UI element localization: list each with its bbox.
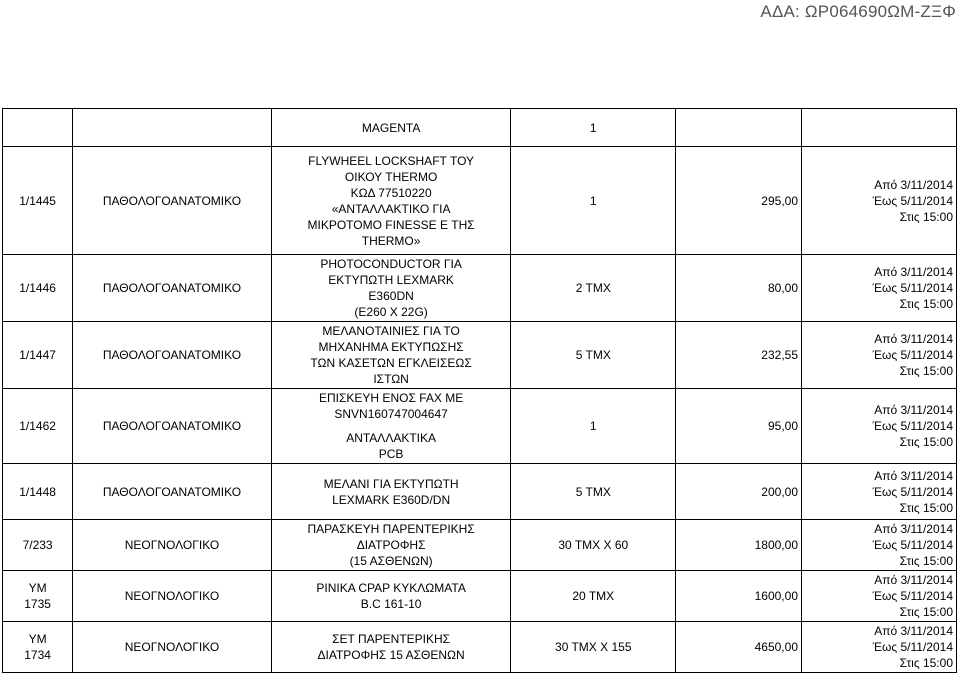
description-line: LEXMARK E360D/DN: [332, 492, 451, 507]
id-line: 1/1447: [19, 348, 56, 362]
cell-description: [271, 571, 511, 622]
cell-deadline: [802, 571, 957, 622]
deadline-line: Έως 5/11/2014: [872, 538, 953, 552]
deadline-line: Έως 5/11/2014: [872, 589, 953, 603]
description-line: ΜΙΚΡΟΤΟΜΟ FINESSE E ΤΗΣ: [307, 217, 475, 232]
deadline-line: Από 3/11/2014: [874, 177, 953, 192]
deadline-line: Από 3/11/2014: [874, 573, 953, 587]
deadline-line: Από 3/11/2014: [874, 624, 953, 638]
deadline-line: Στις 15:00: [899, 209, 953, 224]
table-row: [3, 147, 957, 255]
cell-price: 4650,00: [676, 622, 802, 673]
description-line: SNVN160747004647: [334, 407, 448, 421]
cell-department: [73, 109, 272, 147]
table-row: [3, 322, 957, 389]
description-line: «ΑΝΤΑΛΛΑΚΤΙΚΟ ΓΙΑ: [331, 201, 451, 216]
table-row: [3, 520, 957, 571]
deadline-line: Έως 5/11/2014: [872, 281, 953, 295]
cell-deadline: [802, 464, 957, 520]
id-line: ΥΜ: [28, 632, 47, 646]
cell-deadline: [802, 520, 957, 571]
description-line: PCB: [378, 447, 404, 461]
id-line: 1/1445: [19, 193, 56, 208]
description-line: B.C 161-10: [360, 597, 422, 611]
cell-id: [3, 322, 73, 389]
table-row: [3, 109, 957, 147]
cell-description: [271, 255, 511, 322]
cell-quantity: 2 ΤΜΧ: [511, 255, 676, 322]
cell-price: 1600,00: [676, 571, 802, 622]
cell-deadline: [802, 389, 957, 464]
deadline-line: Στις 15:00: [899, 364, 953, 378]
description-line: (E260 X 22G): [354, 305, 428, 319]
deadline-line: Στις 15:00: [899, 656, 953, 670]
cell-id: [3, 389, 73, 464]
cell-price: 232,55: [676, 322, 802, 389]
cell-id: [3, 520, 73, 571]
cell-quantity: 1: [511, 109, 676, 147]
description-line: ΡΙΝΙΚΑ CPAP ΚΥΚΛΩΜΑΤΑ: [316, 581, 466, 595]
deadline-line: Στις 15:00: [899, 297, 953, 311]
cell-price: 1800,00: [676, 520, 802, 571]
deadline-line: Έως 5/11/2014: [872, 348, 953, 362]
cell-id: [3, 622, 73, 673]
cell-price: 200,00: [676, 464, 802, 520]
description-line: ΑΝΤΑΛΛΑΚΤΙΚΑ: [346, 431, 437, 445]
cell-department: ΠΑΘΟΛΟΓΟΑΝΑΤΟΜΙΚΟ: [73, 147, 272, 255]
cell-quantity: 5 ΤΜΧ: [511, 464, 676, 520]
cell-id: [3, 255, 73, 322]
description-line: ΕΠΙΣΚΕΥΗ ΕΝΟΣ FAX ΜΕ: [319, 391, 464, 405]
deadline-line: Έως 5/11/2014: [872, 640, 953, 654]
id-line: 1/1462: [19, 419, 56, 433]
deadline-line: Από 3/11/2014: [874, 403, 953, 417]
cell-department: ΠΑΘΟΛΟΓΟΑΝΑΤΟΜΙΚΟ: [73, 389, 272, 464]
cell-description: [271, 322, 511, 389]
description-line: E360DN: [368, 289, 414, 303]
id-line: 1/1446: [19, 281, 56, 295]
id-line: ΥΜ: [28, 581, 47, 595]
cell-quantity: 1: [511, 389, 676, 464]
description-line: ΟΙΚΟΥ THERMO: [344, 169, 438, 184]
table-row: [3, 622, 957, 673]
cell-description: [271, 109, 511, 147]
cell-description: [271, 147, 511, 255]
tender-table: [2, 108, 957, 673]
deadline-line: Από 3/11/2014: [874, 332, 953, 346]
cell-id: [3, 464, 73, 520]
description-line: (15 ΑΣΘΕΝΩΝ): [349, 554, 433, 568]
id-line: 1735: [24, 597, 51, 611]
cell-deadline: [802, 322, 957, 389]
cell-quantity: 30 ΤΜΧ Χ 155: [511, 622, 676, 673]
cell-deadline: [802, 147, 957, 255]
deadline-line: Έως 5/11/2014: [872, 193, 953, 208]
table-row: [3, 255, 957, 322]
deadline-line: Από 3/11/2014: [874, 522, 953, 536]
description-line: THERMO»: [361, 233, 421, 248]
cell-department: ΠΑΘΟΛΟΓΟΑΝΑΤΟΜΙΚΟ: [73, 464, 272, 520]
description-line: ΕΚΤΥΠΩΤΗ LEXMARK: [328, 273, 454, 287]
description-line: ΚΩΔ 77510220: [350, 185, 432, 200]
id-line: 1734: [24, 648, 51, 662]
cell-department: ΠΑΘΟΛΟΓΟΑΝΑΤΟΜΙΚΟ: [73, 322, 272, 389]
cell-description: [271, 389, 511, 464]
description-line: ΙΣΤΩΝ: [373, 372, 409, 386]
cell-department: ΠΑΘΟΛΟΓΟΑΝΑΤΟΜΙΚΟ: [73, 255, 272, 322]
deadline-line: Από 3/11/2014: [874, 265, 953, 279]
deadline-line: Στις 15:00: [899, 435, 953, 449]
cell-deadline: [802, 255, 957, 322]
deadline-line: Στις 15:00: [899, 605, 953, 619]
cell-quantity: 20 ΤΜΧ: [511, 571, 676, 622]
description-line: ΜΕΛΑΝΟΤΑΙΝΙΕΣ ΓΙΑ ΤΟ: [322, 324, 460, 338]
deadline-line: Έως 5/11/2014: [872, 419, 953, 433]
cell-quantity: 30 ΤΜΧ Χ 60: [511, 520, 676, 571]
cell-quantity: 1: [511, 147, 676, 255]
table-row: [3, 464, 957, 520]
cell-deadline: [802, 109, 957, 147]
description-line: PHOTOCONDUCTOR ΓΙΑ: [320, 257, 462, 271]
cell-quantity: 5 ΤΜΧ: [511, 322, 676, 389]
cell-department: ΝΕΟΓΝΟΛΟΓΙΚΟ: [73, 571, 272, 622]
cell-description: [271, 622, 511, 673]
table-row: [3, 389, 957, 464]
id-line: 7/233: [22, 538, 53, 552]
table-row: [3, 571, 957, 622]
description-line: FLYWHEEL LOCKSHAFT ΤΟΥ: [308, 153, 475, 168]
deadline-line: Στις 15:00: [899, 500, 953, 515]
cell-id: [3, 109, 73, 147]
cell-description: [271, 520, 511, 571]
description-line: MAGENTA: [361, 120, 421, 135]
deadline-line: Στις 15:00: [899, 554, 953, 568]
deadline-line: Από 3/11/2014: [874, 468, 953, 483]
id-line: 1/1448: [19, 484, 56, 499]
cell-price: [676, 109, 802, 147]
description-line: ΔΙΑΤΡΟΦΗΣ: [356, 538, 426, 552]
description-line: ΔΙΑΤΡΟΦΗΣ 15 ΑΣΘΕΝΩΝ: [317, 648, 465, 662]
description-line: ΜΗΧΑΝΗΜΑ ΕΚΤΥΠΩΣΗΣ: [318, 340, 464, 354]
cell-department: ΝΕΟΓΝΟΛΟΓΙΚΟ: [73, 520, 272, 571]
description-line: ΣΕΤ ΠΑΡΕΝΤΕΡΙΚΗΣ: [332, 632, 451, 646]
description-line: ΤΩΝ ΚΑΣΕΤΩΝ ΕΓΚΛΕΙΣΕΩΣ: [310, 356, 472, 370]
cell-description: [271, 464, 511, 520]
description-line: [275, 422, 508, 430]
description-line: ΜΕΛΑΝΙ ΓΙΑ ΕΚΤΥΠΩΤΗ: [323, 476, 459, 491]
description-line: ΠΑΡΑΣΚΕΥΗ ΠΑΡΕΝΤΕΡΙΚΗΣ: [307, 522, 475, 536]
cell-price: 80,00: [676, 255, 802, 322]
cell-price: 95,00: [676, 389, 802, 464]
document-code: ΑΔΑ: ΩΡ064690ΩΜ-ΖΞΦ: [760, 2, 956, 21]
cell-price: 295,00: [676, 147, 802, 255]
deadline-line: Έως 5/11/2014: [872, 484, 953, 499]
cell-id: [3, 571, 73, 622]
cell-deadline: [802, 622, 957, 673]
cell-id: [3, 147, 73, 255]
cell-department: ΝΕΟΓΝΟΛΟΓΙΚΟ: [73, 622, 272, 673]
